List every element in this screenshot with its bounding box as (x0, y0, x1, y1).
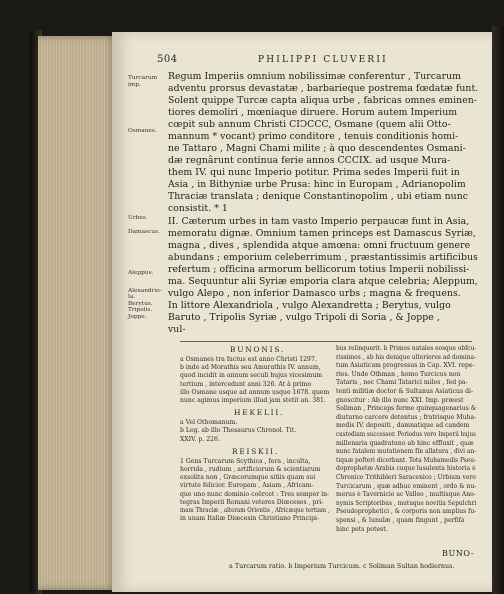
note-line: quod incidit in annum seculi hujus vicesimum (180, 372, 323, 380)
body-line: Regum Imperiis omnium nobilissimæ conferentur , Turcarum (168, 71, 462, 82)
note-line: ries. Unde Othman , homo Turcicus non (336, 370, 461, 378)
body-line: II. Cæterum urbes in tam vasto Imperio perpaucæ funt in Asia, (168, 216, 470, 227)
note-line: diuturno carcere detentus ; fratrisque Muha- (336, 413, 477, 421)
margin-note: Alexandrio- (128, 288, 162, 294)
note-line: tiquæ pofteri dicerbant. Tota Muhamedis Pseu- (336, 456, 476, 464)
body-line: In littore Alexandriola , vulgo Alexandretta ; Berytus, vulgo (168, 300, 451, 311)
book-page (112, 32, 492, 592)
margin-note: Berytus. (128, 301, 153, 307)
body-line: dæ regnârunt continua ferie annos CCCIX. ad usque Mura- (168, 155, 451, 166)
note-line: XXIV. p. 226. (180, 435, 220, 443)
catchword: BUNO- (442, 549, 475, 558)
note-heading: HEKELII. (234, 408, 285, 418)
body-line: adventu prorsus devastatæ , barbarieque postrema fœdatæ funt. (168, 83, 479, 94)
margin-note: Aleppus. (128, 270, 154, 276)
note-line: tegras Imperii Romani veteres Diœceses , pri- (180, 498, 324, 506)
note-line: horrida , rudium , artificiorum & scientiarum (180, 466, 321, 473)
body-line: tiores demoliri , mœniaque diruere. Horum autem Imperium (168, 107, 458, 118)
note-line: a Osmanes tra factus est anno Christi 1297. (180, 356, 317, 363)
body-line: vul- (168, 324, 186, 335)
body-line: Asia , in Bithyniæ urbe Prusa: hinc in Europam , Adrianopolim (168, 179, 466, 190)
note-line: rissimos , ab his denique ulteriores ad domina- (336, 353, 476, 361)
body-line: magna , dives , splendida atque amœna: omni fructuum genere (168, 240, 471, 251)
note-line: nymis Scriptoribus , mutuque novitia Sepulchri (336, 499, 477, 507)
body-line: them IV. qui nunc Imperio potitur. Prima sedes Imperii fuit in (168, 167, 460, 178)
note-line: que uno nunc dominio coërcet : Tres semper in- (180, 490, 330, 498)
page-edges (38, 36, 118, 590)
body-line: cœpit sub annum Christi CIↃCCC, Osmane (quem alii Otto- (168, 119, 451, 130)
note-line: in unam Italiæ Diœcesin Christiano Principi- (180, 515, 320, 523)
note-line: gnoscitur : Ab illo nunc XXI. Imp. præest (336, 396, 464, 404)
margin-note: Urbes. (128, 215, 148, 221)
running-head: PHILIPPI CLUVERII (258, 55, 388, 65)
body-line: ne Tattaro , Magni Chami milite ; à quo descendentes Osmani- (168, 143, 466, 154)
note-heading: BUNONIS. (230, 345, 286, 354)
note-line: medis IV. depositi , damnatique ad candem (336, 422, 470, 430)
margin-note: Turcarum (128, 75, 158, 81)
note-line: Chronico Trithibleri Saracenico ; Urbium vero (336, 474, 476, 481)
body-line: mannum * vocant) primo conditore , tenuis conditionis homi- (168, 131, 459, 142)
body-line: Thraciæ translata ; denique Constantinopolim , ubi etiam nunc (168, 191, 468, 202)
body-line: ma. Sequuntur alii Syriæ emporia clara atque celebria; Aleppum, (168, 276, 478, 287)
note-line: a Vel Othomanum. (180, 419, 238, 427)
body-line: refertum ; officina armorum bellicorum totius Imperii nobilissi- (168, 264, 470, 275)
note-heading: REISKII. (232, 446, 280, 456)
body-line: Baruto , Tripolis Syriæ , vulgo Tripoli di Soria , & Joppe , (168, 312, 440, 323)
body-line: vulgo Alepo , non inferior Damasco urbs ; magna & frequens. (168, 288, 461, 299)
body-line: Solent quippe Turcæ capta aliqua urbe , fabricas omnes eminen- (168, 95, 478, 106)
footnote-rule (180, 341, 472, 342)
note-line: Turcicarum , quæ adhuc eminent , ordo & nu- (336, 482, 477, 490)
book-cover-edge (492, 26, 504, 594)
note-line: doprophetæ Arabis cuque lusulenta historia è (336, 465, 476, 473)
note-line: bus relinquerit. b Primos natales eosque obfcu- (336, 345, 477, 352)
margin-note: Damascus. (128, 229, 160, 235)
note-line: b Leg. ab illo Thesaurus Chronol. Tit. (180, 427, 297, 435)
page-number: 504 (157, 54, 178, 65)
note-line: nunc agimus imperium illud jam stetit an. 381. (180, 397, 326, 404)
margin-note: la. (128, 294, 136, 300)
margin-note: Joppe. (128, 314, 147, 320)
body-line: abundans ; emporium celeberrimum , præstantissimis artificibus (168, 252, 478, 263)
note-line: tenti militiæ doctor & Sultanus Asiaticus di- (336, 388, 474, 395)
body-line: memoratu dignæ. Omnium tamen princeps est Damascus Syriæ, (168, 228, 476, 239)
note-line: custodiam successor. Periodus vero Imperii hujus (336, 431, 476, 438)
bottom-footnotes: a Turcarum ratio. b Imperium Turcicum. c Soliman Sultan hodiernus. (229, 562, 455, 570)
margin-note: Osmanes. (128, 128, 157, 134)
note-line: merus è Tavernicio ac Valleo , multisque Ano- (336, 491, 476, 499)
note-line: virtute felicior. Europam , Asiam , Africam- (180, 482, 314, 490)
note-line: tum Asiaticum progressus in Cap. XVI. repe- (336, 362, 475, 370)
note-line: illo Osmane usque ad annum usque 1678. quem (180, 388, 330, 396)
note-line: 1 Gens Turcarum Scythica , fera , inculta, (180, 457, 311, 465)
note-line: Pseudoprophetici , & corporis non amplius fu- (336, 508, 477, 516)
body-line: consistit. * 1 (168, 203, 228, 214)
margin-note: Tripolis. (128, 307, 153, 313)
note-line: Soliman , Princeps ferme quinquagenarius & (336, 405, 477, 413)
note-line: tertium , intercedunt anni 326. At à primo (180, 380, 312, 388)
note-line: mam Thraciæ , alteram Orientis , Africæque tertiam , (180, 507, 330, 514)
note-line: nunc fatalem mutationem fin allatura , divi an- (336, 448, 477, 456)
note-line: hinc pets potest. (336, 525, 388, 533)
note-line: Tataris , nec Chami Tatarici miles , fed pa- (336, 379, 468, 387)
margin-note: imp. (128, 82, 141, 88)
note-line: spensi , & lunulæ , quam fingunt , perfifa (336, 517, 465, 524)
note-line: exsolita non , Græcorumque sitiis quam sui (180, 474, 316, 482)
note-line: b inde ad Morathis seu Amurathis IV. annum, (180, 364, 321, 372)
note-line: millenaria quadratuno ab hinc effluxit , quæ (336, 439, 474, 447)
